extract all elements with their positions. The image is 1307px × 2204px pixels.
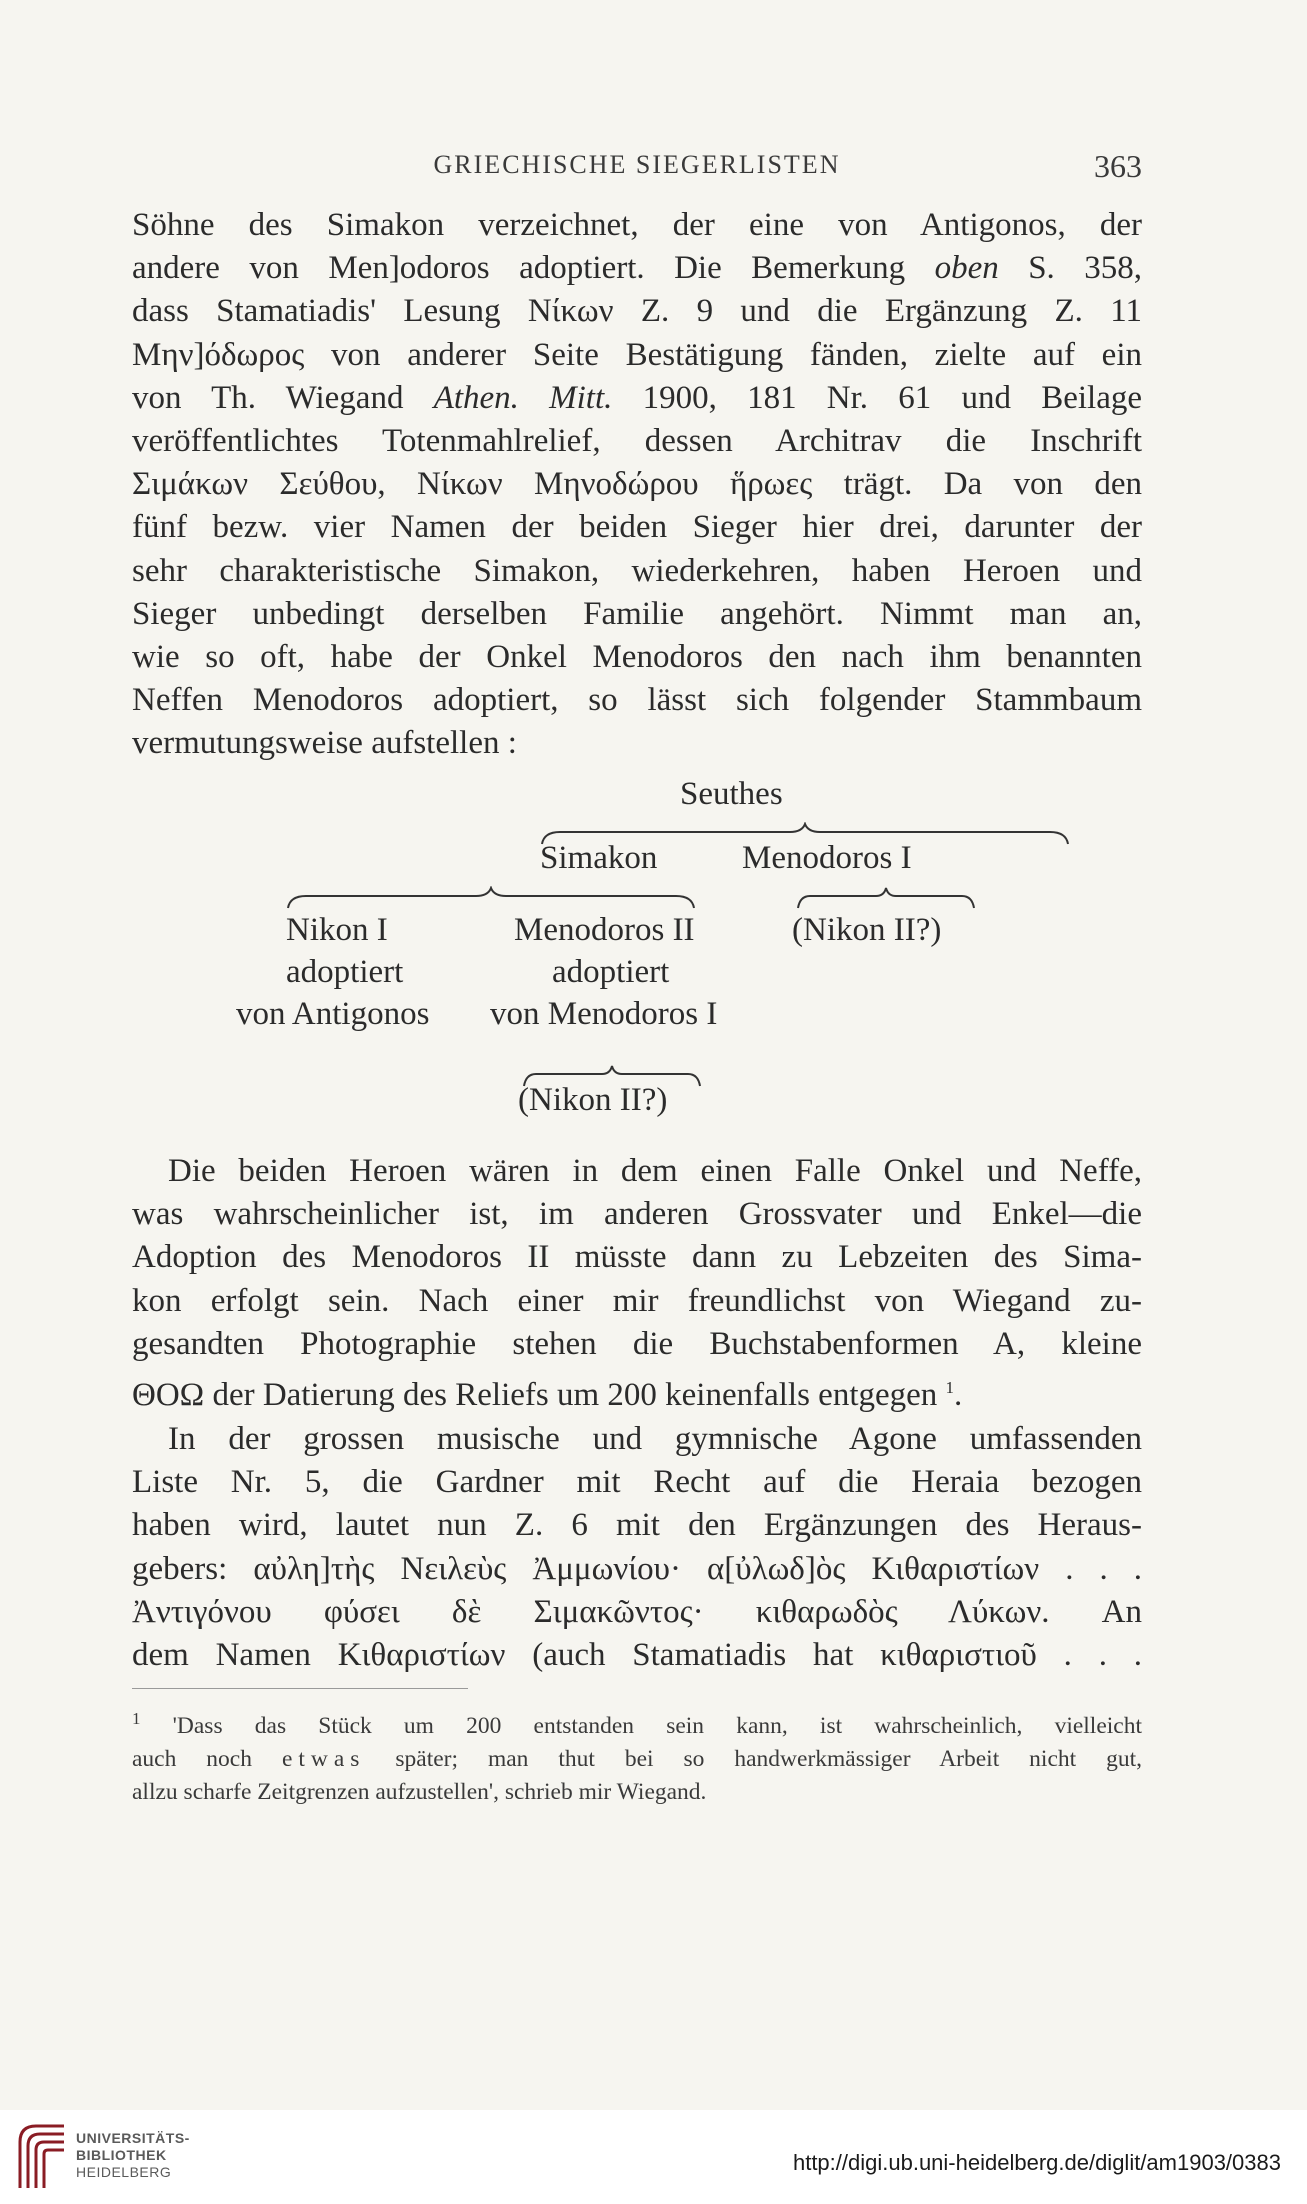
paragraph-2: [132, 1150, 1142, 1417]
running-title: GRIECHISCHE SIEGERLISTEN: [433, 150, 841, 179]
tree-node-nikon-2-bottom: (Nikon II?): [518, 1082, 668, 1118]
page-header: [132, 150, 1142, 190]
family-tree: [132, 770, 1142, 1170]
library-name: UNIVERSITÄTS- BIBLIOTHEK HEIDELBERG: [76, 2130, 190, 2180]
library-logo-icon[interactable]: [14, 2120, 68, 2190]
tree-note: von Menodoros I: [490, 996, 718, 1032]
tree-node-menodoros-2: Menodoros II: [514, 912, 695, 948]
text-line: ΘΟΩ der Datierung des Reliefs um 200 keinenfalls entgegen $^1$.: [132, 1377, 963, 1414]
tree-node-nikon-2-right: (Nikon II?): [792, 912, 942, 948]
text-line: wie so oft, habe der Onkel Menodoros den nach ihm benannten: [132, 639, 1142, 676]
text-line: dass Stamatiadis' Lesung Νίκων Z. 9 und die Ergänzung Z. 11: [132, 293, 1142, 330]
tree-note: von Antigonos: [236, 996, 430, 1032]
spaced-emphasis: etwas: [281, 1745, 366, 1772]
brace-simakon: [286, 886, 696, 914]
text-line: veröffentlichtes Totenmahlrelief, dessen Architrav die Inschrift: [132, 423, 1142, 460]
text-line: haben wird, lautet nun Z. 6 mit den Ergänzungen des Heraus-: [132, 1507, 1142, 1544]
tree-node-seuthes: Seuthes: [680, 776, 783, 812]
text-line: Μην]όδωρος von anderer Seite Bestätigung fänden, zielte auf ein: [132, 336, 1142, 373]
footnote-line: $^1$ 'Dass das Stück um 200 entstanden sein kann, ist wahrscheinlich, vielleicht: [132, 1709, 1143, 1739]
text-line: gesandten Photographie stehen die Buchstabenformen A, kleine: [132, 1325, 1142, 1362]
journal-title: Athen. Mitt.: [433, 379, 613, 416]
text-line: Söhne des Simakon verzeichnet, der eine von Antigonos, der: [132, 207, 1142, 243]
text-line: von Th. Wiegand Athen. Mitt. 1900, 181 Nr. 61 und Beilage: [132, 379, 1142, 416]
brace-menodoros-1: [796, 886, 976, 914]
tree-node-nikon-1: Nikon I: [286, 912, 388, 948]
tree-note: adoptiert: [552, 954, 670, 990]
tree-node-menodoros-1: Menodoros I: [742, 840, 912, 876]
text-line: Liste Nr. 5, die Gardner mit Recht auf die Heraia bezogen: [132, 1464, 1142, 1501]
page-number: 363: [1094, 148, 1142, 184]
text-line: Die beiden Heroen wären in dem einen Falle Onkel und Neffe,: [168, 1153, 1142, 1189]
paragraph-3: [132, 1418, 1142, 1677]
paragraph-1: [132, 204, 1142, 766]
footnote-line: allzu scharfe Zeitgrenzen aufzustellen', schrieb mir Wiegand.: [132, 1778, 707, 1805]
footnote-reference[interactable]: 1: [945, 1378, 955, 1398]
text-line: vermutungsweise aufstellen :: [132, 725, 517, 762]
text-line: Sieger unbedingt derselben Familie angehört. Nimmt man an,: [132, 595, 1142, 632]
text-line: Neffen Menodoros adoptiert, so lässt sich folgender Stammbaum: [132, 682, 1142, 719]
text-line: Ἀντιγόνου φύσει δὲ Σιμακῶντος· κιθαρωδὸς Λύκων. An: [132, 1593, 1142, 1630]
text-line: kon erfolgt sein. Nach einer mir freundlichst von Wiegand zu-: [132, 1282, 1142, 1319]
viewer-footer: [0, 2110, 1307, 2204]
text-line: was wahrscheinlicher ist, im anderen Grossvater und Enkel—die: [132, 1196, 1142, 1233]
permalink-url[interactable]: http://digi.ub.uni-heidelberg.de/diglit/am1903/0383: [792, 2150, 1281, 2175]
text-line: dem Namen Κιθαριστίων (auch Stamatiadis hat κιθαριστιοῦ . . .: [132, 1637, 1142, 1674]
footnote-marker: 1: [132, 1709, 141, 1728]
footnote: [132, 1702, 1142, 1809]
text-line: fünf bezw. vier Namen der beiden Sieger hier drei, darunter der: [132, 509, 1142, 546]
tree-note: adoptiert: [286, 954, 404, 990]
footnote-rule: [132, 1688, 468, 1689]
text-line: sehr charakteristische Simakon, wiederkehren, haben Heroen und: [132, 552, 1142, 589]
text-line: gebers: αὐλη]τὴς Νειλεὺς Ἀμμωνίου· α[ὐλωδ]ὸς Κιθαριστίων . . .: [132, 1550, 1142, 1587]
text-line: Σιμάκων Σεύθου, Νίκων Μηνοδώρου ἥρωες trägt. Da von den: [132, 466, 1142, 503]
text-line: Adoption des Menodoros II müsste dann zu Lebzeiten des Sima-: [132, 1239, 1142, 1276]
text-line: andere von Men]odoros adoptiert. Die Bemerkung oben S. 358,: [132, 250, 1143, 287]
tree-node-simakon: Simakon: [540, 840, 658, 876]
footnote-line: auch noch etwas später; man thut bei so handwerkmässiger Arbeit nicht gut,: [132, 1745, 1143, 1772]
emphasis: oben: [934, 250, 999, 287]
text-line: In der grossen musische und gymnische Agone umfassenden: [168, 1421, 1142, 1457]
